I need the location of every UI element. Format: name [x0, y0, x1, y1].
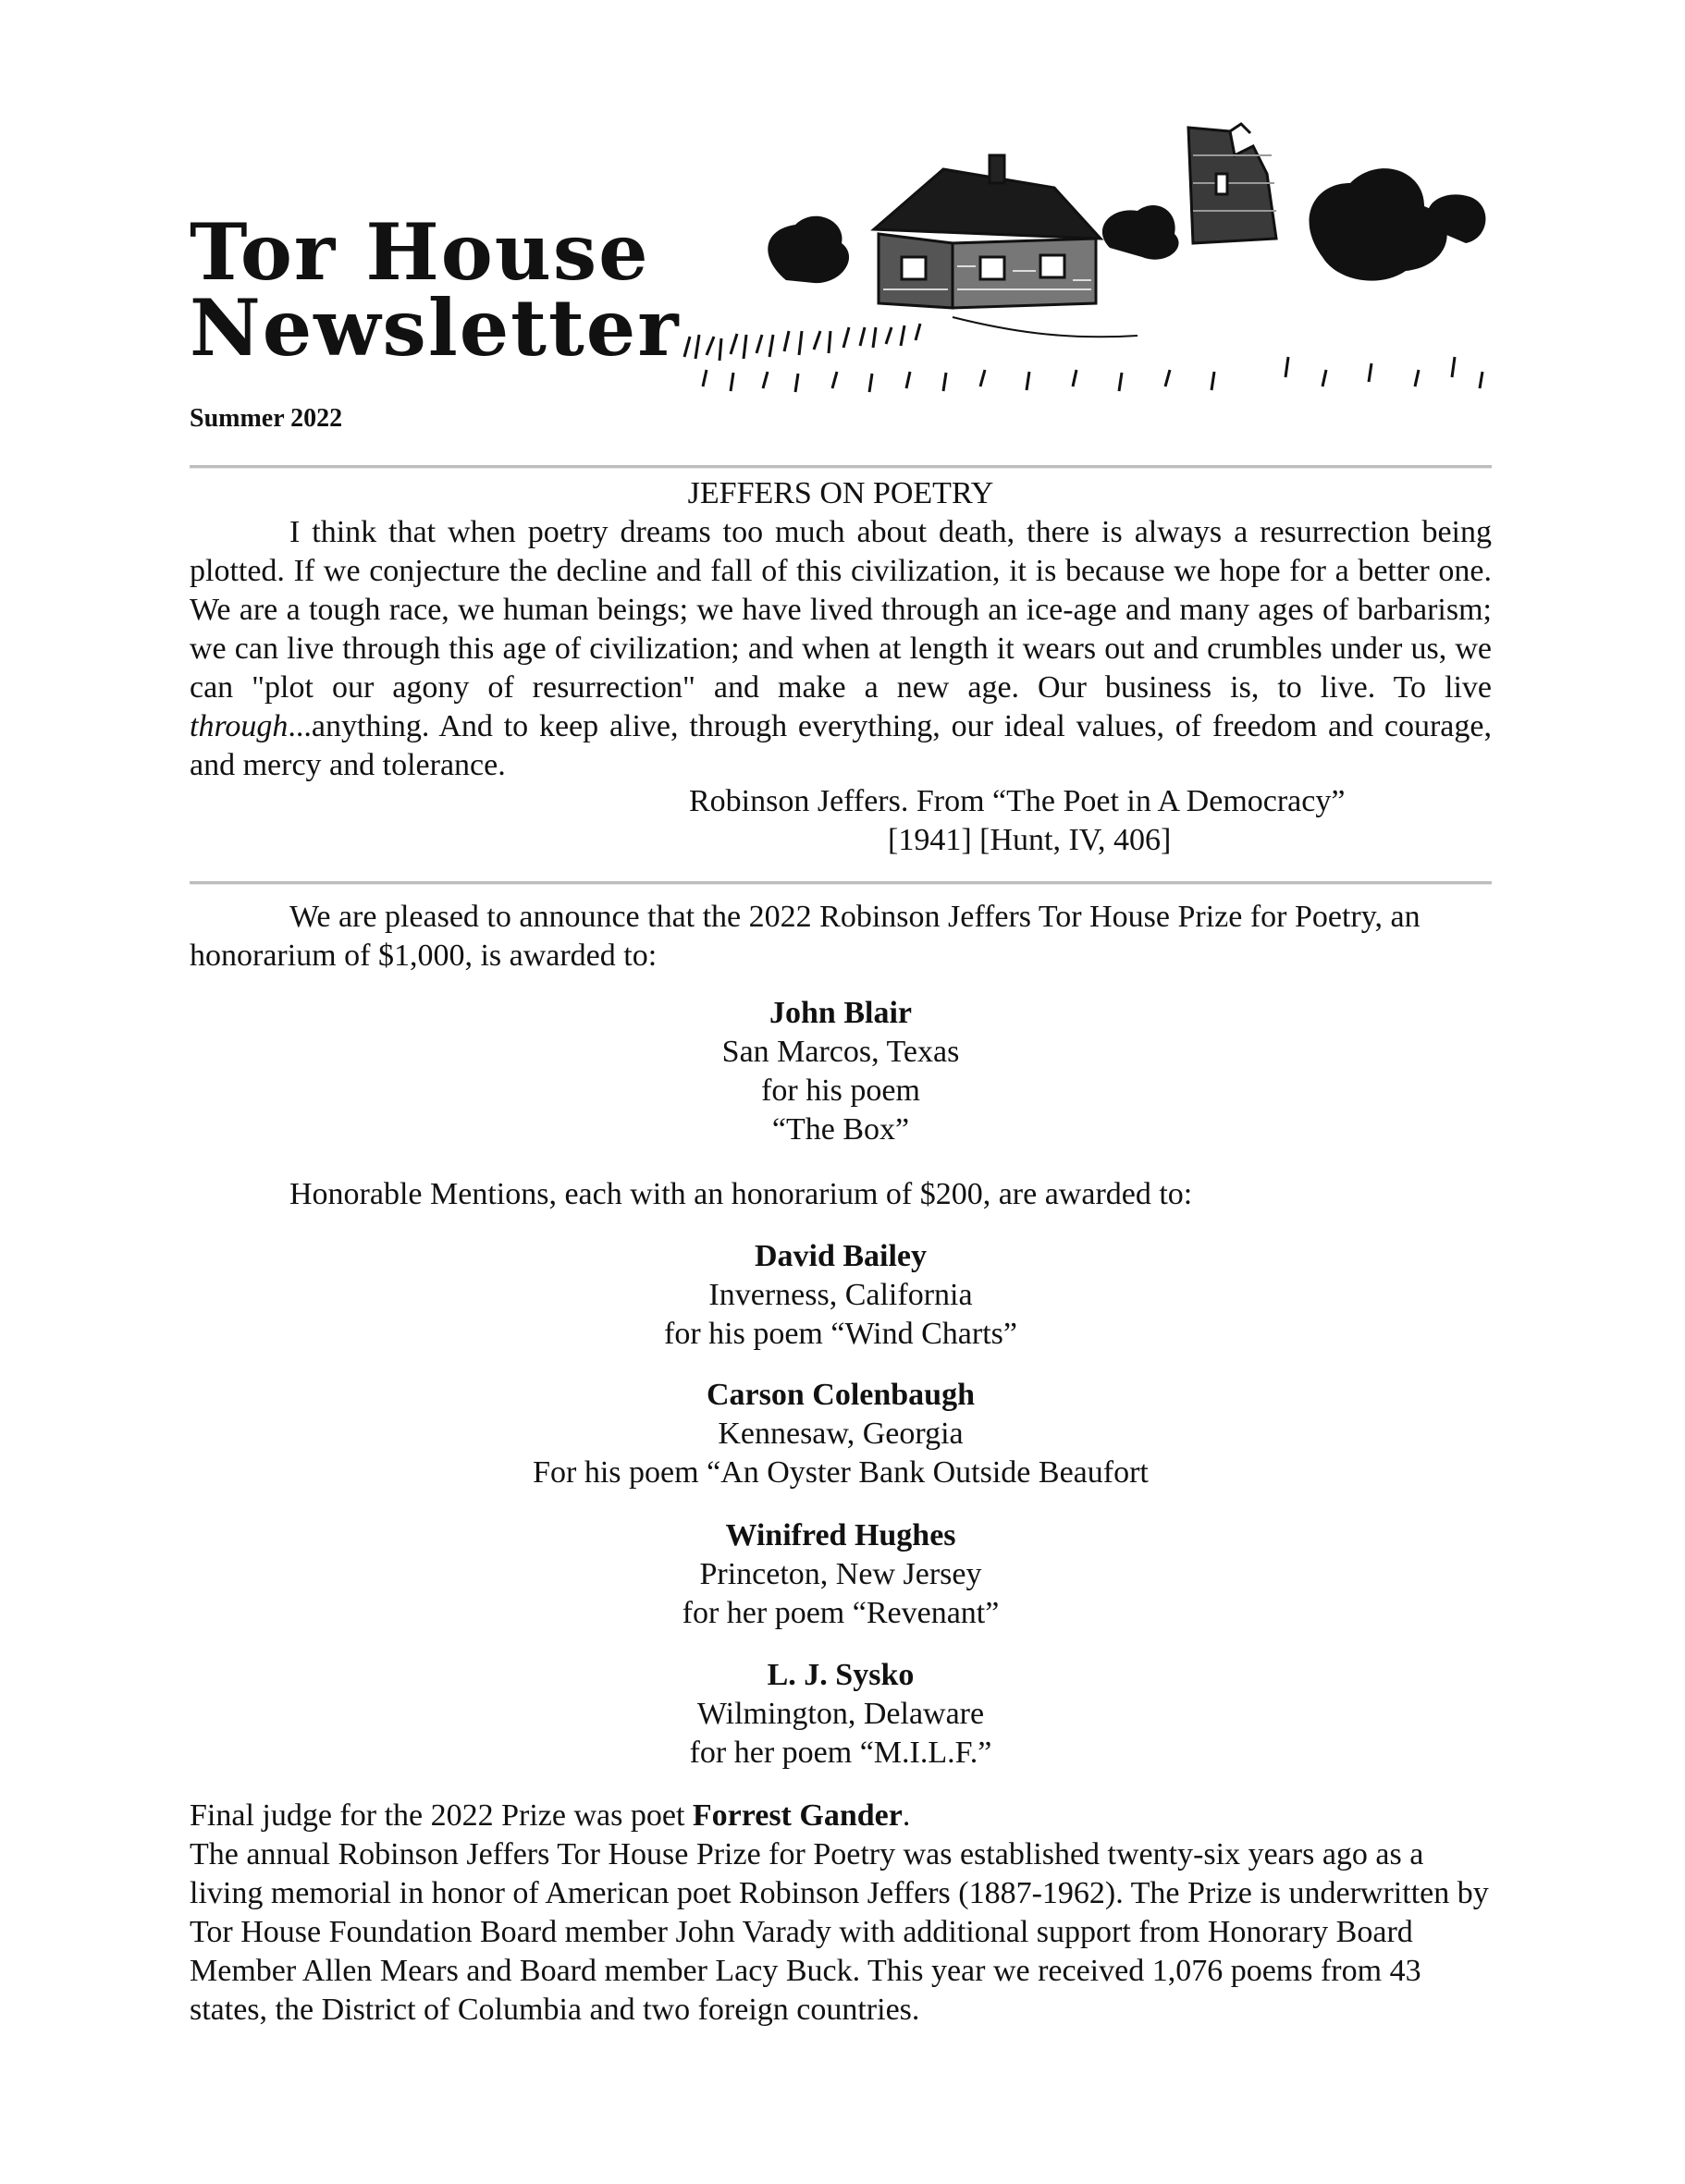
judge-suffix: . [902, 1798, 911, 1833]
prize-winner [190, 994, 1492, 1149]
prize-announcement: We are pleased to announce that the 2022 Robinson Jeffers Tor House Prize for Poetry, an honorarium of $1,000, is awarded to: [190, 900, 1421, 973]
honorable-mention-location: Wilmington, Delaware [696, 1697, 985, 1731]
honorable-mention-poem: for her poem “M.I.L.F.” [689, 1736, 992, 1770]
quote-attribution-line1: Robinson Jeffers. From “The Poet in A Democracy” [689, 784, 1346, 818]
divider-top [190, 465, 1492, 469]
honorable-mention-poem: For his poem “An Oyster Bank Outside Beaufort [533, 1455, 1149, 1490]
winner-location: San Marcos, Texas [721, 1035, 960, 1069]
honorable-mention-name: David Bailey [754, 1239, 928, 1273]
quote-text-end: ...anything. And to keep alive, through everything, our ideal values, of freedom and courage, and mercy and tolerance. [190, 709, 1492, 782]
judge-prefix: Final judge for the 2022 Prize was poet [190, 1798, 693, 1833]
quote-attribution-line2: [1941] [Hunt, IV, 406] [888, 823, 1172, 857]
honorable-mention-poem: for his poem “Wind Charts” [664, 1317, 1017, 1351]
winner-name: John Blair [769, 996, 912, 1030]
honorable-mention-3 [190, 1516, 1492, 1633]
tor-house-illustration-icon [675, 118, 1498, 405]
honorable-mention-1 [190, 1237, 1492, 1354]
honorable-mention-name: Carson Colenbaugh [706, 1378, 975, 1412]
final-judge-line [190, 1797, 1492, 1835]
winner-poem-title: “The Box” [771, 1112, 910, 1147]
jeffers-quote-paragraph [190, 513, 1492, 785]
honorable-mention-name: Winifred Hughes [725, 1518, 956, 1552]
masthead-title-line2: Newsletter [190, 282, 681, 374]
judge-name: Forrest Gander [692, 1798, 903, 1833]
masthead-title-line1: Tor House [190, 206, 650, 298]
honorable-mention-poem: for her poem “Revenant” [682, 1596, 1000, 1630]
honorable-mention-location: Princeton, New Jersey [699, 1557, 982, 1591]
honorable-mention-name: L. J. Sysko [767, 1658, 915, 1692]
quote-emphasis: through [190, 709, 289, 743]
quote-heading: JEFFERS ON POETRY [687, 476, 994, 510]
honorable-mention-4 [190, 1656, 1492, 1773]
masthead-title [190, 206, 689, 374]
honorable-mention-2 [190, 1376, 1492, 1492]
divider-middle [190, 881, 1492, 885]
honorable-mention-location: Inverness, California [708, 1278, 973, 1312]
winner-poem-intro: for his poem [761, 1074, 920, 1108]
edition-label: Summer 2022 [190, 404, 343, 433]
prize-history-paragraph: The annual Robinson Jeffers Tor House Prize for Poetry was established twenty-six years ago as a living memorial in honor of American poet Robinson Jeffers (1887-1962). The Prize is underwritten by Tor House Foundation Board member John Varady with additional support from Honorary Board Member Allen Mears and Board member Lacy Buck. This year we received 1,076 poems from 43 states, the District of Columbia and two foreign countries. [190, 1837, 1489, 2027]
honorable-mention-location: Kennesaw, Georgia [718, 1417, 964, 1451]
honorable-mentions-intro: Honorable Mentions, each with an honorarium of $200, are awarded to: [289, 1177, 1193, 1211]
quote-text-start: I think that when poetry dreams too much about death, there is always a resurrection being plotted. If we conjecture the decline and fall of this civilization, it is because we hope for a better one. We are a tough race, we human beings; we have lived through an ice-age and many ages of barbarism; we can live through this age of civilization; and when at length it wears out and crumbles under us, we can "plot our agony of resurrection" and make a new age. Our business is, to live. To live [190, 515, 1492, 705]
